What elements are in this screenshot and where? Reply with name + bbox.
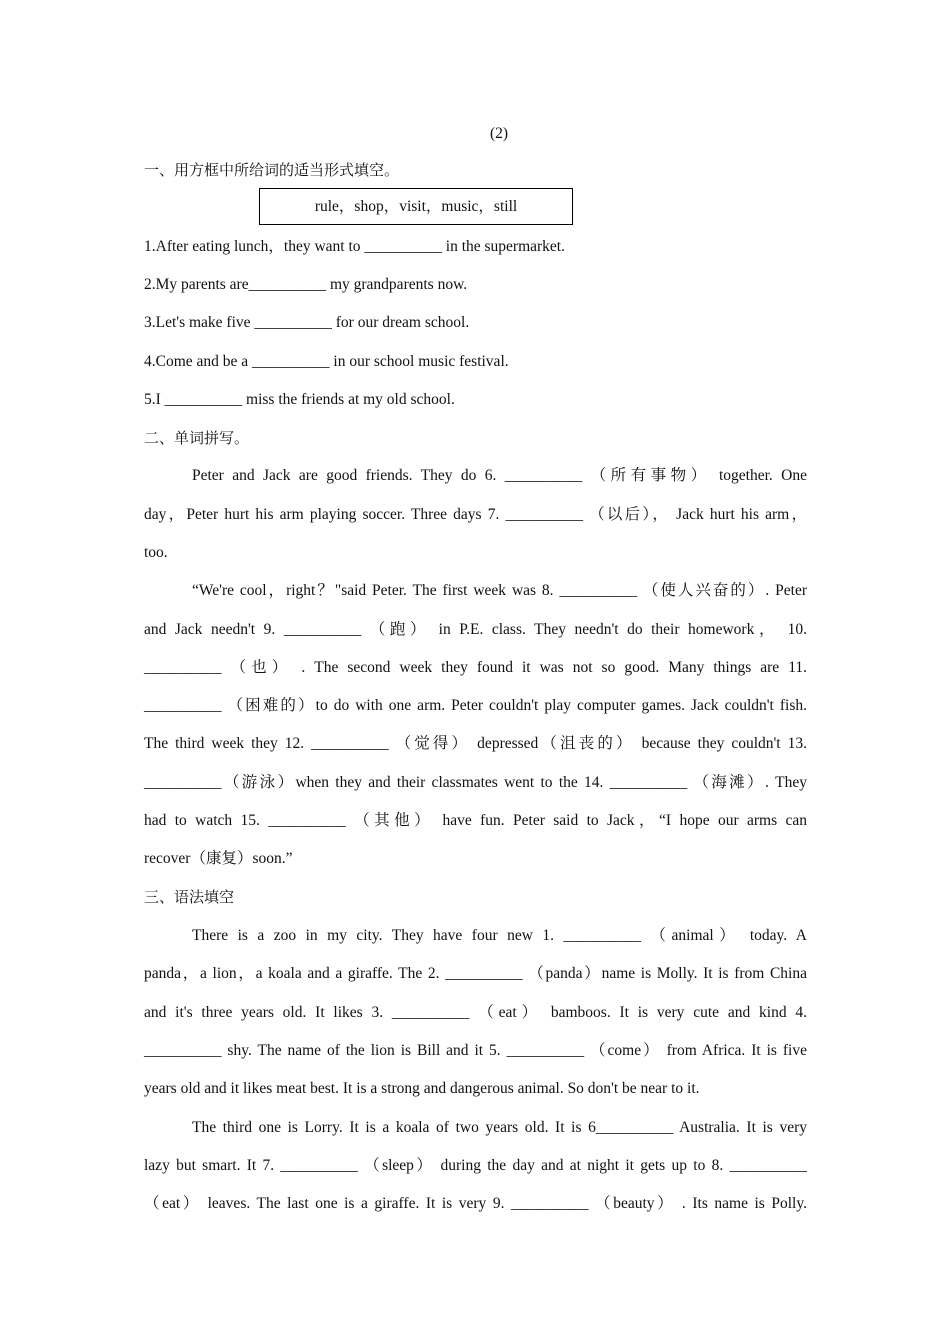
passage-line: and it's three years old. It likes 3. __________ （eat） bamboos. It is very cute and kind 4. <box>144 1004 807 1021</box>
word-box: rule，shop，visit，music，still <box>259 188 573 225</box>
section1-heading: 一、用方框中所给词的适当形式填空。 <box>144 161 400 179</box>
exercise-item: 2.My parents are__________ my grandparents now. <box>144 276 468 293</box>
passage-line: （eat） leaves. The last one is a giraffe. It is very 9. __________ （beauty） . Its name is Polly. <box>144 1195 807 1212</box>
passage-line: There is a zoo in my city. They have four new 1. __________ （animal） today. A <box>192 927 807 944</box>
passage-line: __________（游泳）when they and their classmates went to the 14. __________ （海滩）. They <box>144 774 807 791</box>
exercise-item: 1.After eating lunch，they want to __________ in the supermarket. <box>144 238 565 255</box>
passage-line: day，Peter hurt his arm playing soccer. Three days 7. __________ （以后）， Jack hurt his arm， <box>144 506 807 523</box>
section2-heading: 二、单词拼写。 <box>144 429 250 447</box>
passage-line: recover（康复）soon.” <box>144 850 293 867</box>
passage-line: had to watch 15. __________ （其他） have fun. Peter said to Jack，“I hope our arms can <box>144 812 807 829</box>
passage-line: and Jack needn't 9. __________ （跑） in P.E. class. They needn't do their homework， 10. <box>144 621 807 638</box>
exercise-item: 3.Let's make five __________ for our dream school. <box>144 314 470 331</box>
passage-line: years old and it likes meat best. It is a strong and dangerous animal. So don't be near to it. <box>144 1080 700 1097</box>
passage-line: too. <box>144 544 168 561</box>
passage-line: lazy but smart. It 7. __________ （sleep） during the day and at night it gets up to 8. __________ <box>144 1157 807 1174</box>
exercise-item: 5.I __________ miss the friends at my old school. <box>144 391 455 408</box>
passage-line: panda，a lion，a koala and a giraffe. The 2. __________ （panda）name is Molly. It is from China <box>144 965 807 982</box>
passage-line: __________ （困难的）to do with one arm. Peter couldn't play computer games. Jack couldn't fish. <box>144 697 807 714</box>
passage-line: __________ （也） . The second week they found it was not so good. Many things are 11. <box>144 659 807 676</box>
passage-line: The third week they 12. __________ （觉得） depressed（沮丧的） because they couldn't 13. <box>144 735 807 752</box>
page-title: (2) <box>489 125 509 142</box>
passage-line: __________ shy. The name of the lion is Bill and it 5. __________ （come） from Africa. It is five <box>144 1042 807 1059</box>
passage-line: The third one is Lorry. It is a koala of two years old. It is 6__________ Australia. It is very <box>192 1119 807 1136</box>
passage-line: “We're cool，right？"said Peter. The first week was 8. __________ （使人兴奋的）. Peter <box>192 582 807 599</box>
section3-heading: 三、语法填空 <box>144 888 235 906</box>
passage-line: Peter and Jack are good friends. They do 6. __________ （所有事物） together. One <box>192 467 807 484</box>
exercise-item: 4.Come and be a __________ in our school music festival. <box>144 353 509 370</box>
